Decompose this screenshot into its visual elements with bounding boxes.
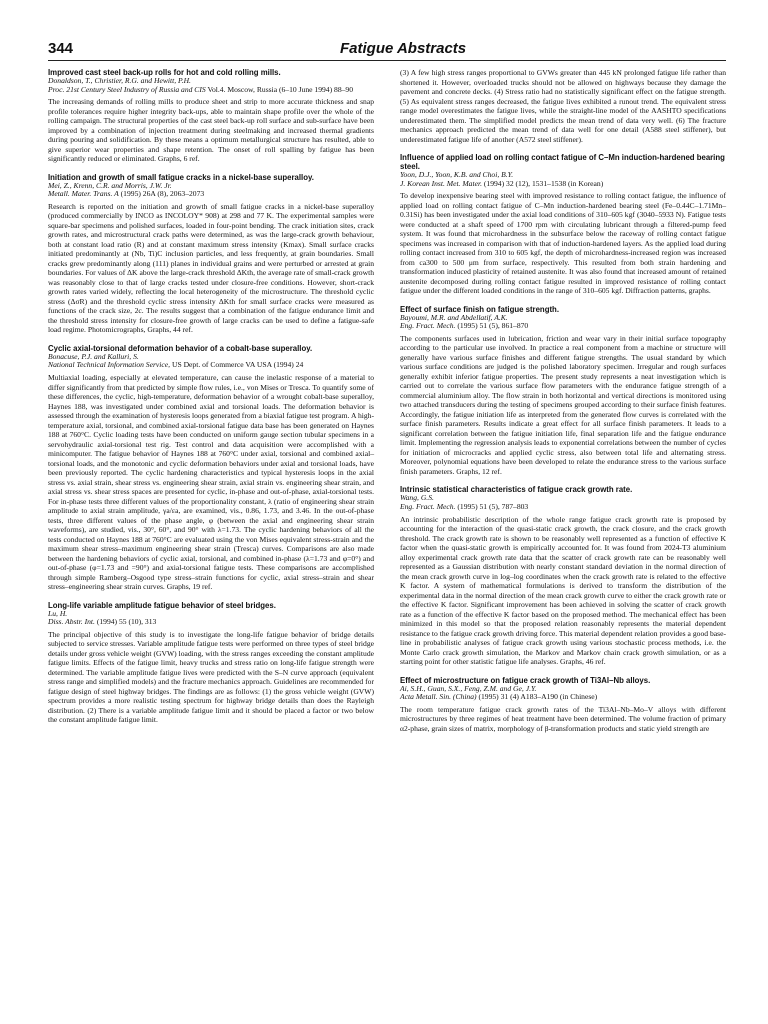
source-details: (1995) 31 (4) A183–A190 (in Chinese) [476,692,598,702]
source-journal: Proc. 21st Century Steel Industry of Russia and CIS [48,84,206,94]
header-rule [48,60,726,61]
abstract-title: Intrinsic statistical characteristics of fatigue crack growth rate. [400,485,633,495]
source-details: (1994) 55 (10), 313 [94,617,157,627]
source-details: (1994) 32 (12), 1531–1538 (in Korean) [481,178,604,188]
abstract-source [400,322,726,331]
abstract-title: Influence of applied load on rolling contact fatigue of C–Mn induction-hardened bearing steel. [400,153,725,171]
source-journal: Eng. Fract. Mech. [400,321,456,331]
abstract-body: Research is reported on the initiation and growth of small fatigue cracks in a nickel-base superalloy (produced commercially by INCO as INCOLOY* 908) at 298 and 77 K. The experimental samples were square-bar specimens and polished surfaces, loaded in four-point bending. The crack initiation sites, crack growth rates, and microstructural crack paths were determined, as was the large-crack growth behaviour, both at constant load ratio (R) and at constant maximum stress intensity (Kmax). Small surface cracks initiated predominantly at (Nb, Ti)C inclusion particles, and less frequently, at grain boundaries. Small cracks grew predominantly along (111) planes in individual grains and were perturbed or arrested at grain boundaries. For values of ΔK above the large-crack threshold ΔKth, the average rate of small-crack growth was reasonably close to that of large cracks tested under closure-free conditions. However, short-crack growth rates varied widely, reflecting the local heterogeneity of the microstructure. The threshold cyclic stress (ΔσR) and the threshold cyclic stress intensity ΔKth for small surface cracks were measured as functions of the crack size, 2c. The results suggest that a combination of the fatigue endurance limit and the threshold stress intensity for closure-free growth of large cracks can be used to define a fatigue-safe load regime. Photomicrographs, Graphs, 44 ref. [48,201,374,335]
abstract-authors: Bayoumi, M.R. and Abdellatif, A.K. [400,312,508,322]
abstract-source [48,361,374,370]
abstract [400,305,726,477]
running-title: Fatigue Abstracts [340,40,467,57]
source-journal: Metall. Mater. Trans. A [48,189,119,199]
abstract-source [400,693,726,702]
source-journal: Diss. Abstr. Int. [48,617,95,627]
abstract [48,601,374,725]
abstract-title: Initiation and growth of small fatigue cracks in a nickel-base superalloy. [48,172,314,182]
abstract-source [48,190,374,199]
abstract-source [400,503,726,512]
source-details: US Dept. of Commerce VA USA (1994) 24 [170,360,304,370]
abstract-body: The room temperature fatigue crack growth rates of the Ti3Al–Nb–Mo–V alloys with different microstructures by three regimes of heat treatment have been determined. The volume fraction of primary α2-phase, grain sizes of matrix, morphology of β-transformation products and static yield strength are [400,704,726,733]
abstract-body: Multiaxial loading, especially at elevated temperature, can cause the inelastic response of a material to differ significantly from that predicted by simple flow rules, i.e., von Mises or Tresca. To quantify some of these differences, the cyclic, high-temperature, deformation behavior of a wrought cobalt-base superalloy, Haynes 188, was investigated under combined axial and torsional loads. The deformation behavior is assessed through the examination of hysteresis loops generated from a biaxial fatigue test program. A high-temperature axial, torsional, and combined axial-torsional fatigue data base has been generated on Haynes 188 at 760°C. Cyclic loading tests have been conducted on uniform gauge section tubular specimens in a servohydraulic axial-torsional test rig. Test control and data acquisition were accomplished with a minicomputer. The fatigue behavior of Haynes 188 at 760°C under axial, torsional and combined axial–torsional loads, and the monotonic and cyclic deformation behaviors under axial and torsional loads, have been previously reported. The cyclic hardening characteristics and typical hysteresis loops in the axial stress vs. axial strain, shear stress vs. engineering shear strain, axial strain vs. engineering shear strain, and axial stress vs. shear stress spaces are presented for cyclic, in-phase and out-of-phase, axial-torsional tests. For in-phase tests three different values of the proportionality constant, λ (ratio of engineering shear strain amplitude to axial strain amplitude, γa/εa, are examined, vis., 0.86, 1.73, and 3.46. In the out-of-phase tests, three different values of the phase angle, φ (between the axial and engineering shear strain waveforms), are studied, vis., 30°, 60°, and 90° with λ=1.73. The cyclic hardening behaviors of all the tests conducted on Haynes 188 at 760°C are evaluated using the von Mises equivalent stress-strain and the maximum shear stress–maximum engineering shear strain (Tresca) curves. Comparisons are also made between the hardening behaviors of cyclic axial, torsional, and combined in-phase (λ=1.73 and φ=0°) and out-of-phase (φ=1.73 and =90°) and axial-torsional fatigue tests. These comparisons are accomplished through simple Ramberg–Osgood type stress–strain functions for cyclic, axial stress–strain and shear stress–engineering shear strain curves. Graphs, 19 ref. [48,373,374,592]
abstract-source [48,618,374,627]
page-number: 344 [48,40,74,57]
abstract-body: (3) A few high stress ranges proportional to GVWs greater than 445 kN prolonged fatigue life rather than shortened it. However, overloaded trucks should not be allowed on highways because they damage the pavement and concrete decks. (4) Stress ratio had no statistically significant effect on the fatigue strength. (5) As equivalent stress ranges decreased, the fatigue lives exhibited a runout trend. The equivalent stress range model overestimates the fatigue lives, while the straight-line model of the AASHTO specifications underestimated them. The simplified model predicts the mean trend of data very well. (6) The fracture mechanics approach predicted the mean trend of data well for one detail (A588 steel stiffener), but underestimated fatigue life of another (A572 steel stiffener). [400,68,726,144]
abstract-title: Cyclic axial-torsional deformation behavior of a cobalt-base superalloy. [48,343,313,353]
abstract-title: Effect of microstructure on fatigue crack growth of Ti3Al–Nb alloys. [400,675,651,685]
abstract-authors: Wang, G.S. [400,493,434,503]
abstract-authors: Yoon, D.J., Yoon, K.B. and Choi, B.Y. [400,170,514,179]
abstract [400,676,726,734]
source-journal: Eng. Fract. Mech. [400,501,456,511]
abstract-authors: Mei, Z., Krenn, C.R. and Morris, J.W. Jr. [48,180,172,190]
source-journal: Acta Metall. Sin. (China) [400,692,477,702]
abstract [48,68,374,164]
left-column [48,68,374,734]
source-details: Vol.4. Moscow, Russia (6–10 June 1994) 88–90 [205,84,354,94]
right-column [400,68,726,742]
abstract [48,173,374,335]
abstract-title: Effect of surface finish on fatigue strength. [400,304,559,314]
source-journal: National Technical Information Service, [48,360,171,370]
abstract-body: To develop inexpensive bearing steel with improved resistance to rolling contact fatigue, the influence of applied load on rolling contact fatigue of C–Mn induction-hardened bearing steel (Fe–0.44C–1.71Mn–0.31Si) has been investigated under the axial load conditions of 310–605 kgf (3040–5933 N). Fatigue tests were conducted at a shaft speed of 1700 rpm with circulating lubricant through a filtered-pump feed system. It was found that microhardness in the subsurface below the raceway of rolling contact fatigue specimens was increased in comparison with that of induction-hardened layers. As the applied load during rolling contact increased from 310 to 605 kgf, the depth of microhardness-increased region was increased from ca300 to 500 μm from surface, respectively. This resulted from both strain hardening and transformation induced plasticity of retained austenite. It was also found that increased amount of retained austenite decomposed during rolling contact fatigue resulted in improved resistance of rolling contact fatigue under the different loaded conditions in the range of 310–605 kgf. Diffraction patterns, graphs. [400,191,726,296]
abstract [48,344,374,592]
abstract-continued [400,68,726,144]
source-details: (1995) 51 (5), 787–803 [455,501,529,511]
abstract-title: Improved cast steel back-up rolls for hot and cold rolling mills. [48,68,281,77]
abstract-authors: Ai, S.H., Guan, S.X., Feng, Z.M. and Ge, J.Y. [400,683,537,693]
abstract-authors: Donaldson, T., Christier, R.G. and Hewitt, P.H. [48,76,191,85]
abstract-body: The increasing demands of rolling mills to produce sheet and strip to more accurate thickness and snap profile tolerances require higher integrity back-ups, able to maintain shape profile over the whole of the rolling campaign. The structural properties of the cast steel back-up roll surface and sub-surface have been improved by a combination of injection treatment during steelmaking and increased thermal gradients during pouring and solidification. By these means a optimum metallurgical structure has resulted, able to give superior wear properties and shape retention. The onset of roll spalling by fatigue has been significantly reduced or eliminated. Graphs, 6 ref. [48,97,374,164]
source-details: (1995) 26A (8), 2063–2073 [118,189,205,199]
source-details: (1995) 51 (5), 861–870 [455,321,529,331]
abstract-body: The principal objective of this study is to investigate the long-life fatigue behavior of bridge details subjected to service stresses. Variable amplitude fatigue tests were performed on three types of steel bridge details under gross vehicle weight (GVW) loading, with the stress ranges exceeding the constant amplitude fatigue limits. Effects of the fatigue limit, heavy trucks and stress ratio on long-life fatigue strength were determined. The variable amplitude fatigue lives were predicted with the S–N curve approach (equivalent stress range and simplified models) and the fracture mechanics approach. Guidelines are recommended for fatigue design of steel highway bridges. The findings are as follows: (1) the gross vehicle weight (GVW) spectrum provides a more realistic testing spectrum for highway bridge details than does the Rayleigh distribution. (2) There is a variable amplitude fatigue limit and it should be placed a factor or two below the constant amplitude fatigue limit. [48,629,374,725]
abstract-body: The components surfaces used in lubrication, friction and wear vary in their initial surface topography according to the particular use involved. In practice a real component from a machine or structure will generally have various surface finishes and different fatigue strengths. The usual standard by which various surface conditions are judged is the polished laboratory specimen. Irregular and rough surfaces generally exhibit inferior fatigue properties. The present study represents a neat investigation which is carried out to correlate the various surface flow parameters with the endurance fatigue strength of a commercial aluminium alloy. The flow strain in both horizontal and vertical directions is monitored using two attached transducers during the testing of specimens grouped according to their surface finish features. Accordingly, the fatigue initiation life as interpreted from the generated flow curves is correlated with the surface finish parameters. Results indicate a great effect for all surface finish parameters. It leads to a significant correlation between the fatigue initiation life, final separation life and the fatigue endurance limit. Implementing the regression analysis leads to exponential correlations between the number of cycles for initiation of microcracks and applied cyclic stress, also between total life and alternating stress. Moreover, polynomial equations have been developed to relate the endurance stress to the various surface finish parameters. Graphs, 12 ref. [400,333,726,476]
abstract-authors: Bonacuse, P.J. and Kalluri, S. [48,351,139,361]
abstract-body: An intrinsic probabilistic description of the whole range fatigue crack growth rate is proposed by accounting for the interaction of the quasi-static crack growth, the crack closure, and the crack growth threshold. The crack growth rate is shown to be reasonably well represented as a function of effective K factor when the quasi-static growth is empirically accounted for. It was found from 2024-T3 aluminium alloy experimental crack growth rate data that the scatter of crack growth rate can be reasonably well represented as a Gaussian distribution with nearly constant standard deviation in the normal direction of the mean crack growth curve in log–log coordinates when the crack growth rate is related to the effective K factor. A system of mathematical formulations is derived to transform the distribution of the experimental data in the normal direction of the mean crack growth curve to either the crack growth rate or the effective K factor. Significant improvement has been achieved in solving the scatter of crack growth rate as a function of the effective K factor based on the proposed method. The mechanical effect has been minimized in this model so that the proposed relation reasonably represents the material dependent resistance to the fatigue crack growth driving force. This material dependent relation provides a good base-line in probabilistic analyses of fatigue crack growth using various stochastic process methods, i.e. the Monte Carlo crack growth simulation, the Markov and Markov chain crack growth simulation, or as a starting point for other statistic fatigue life analyses. Graphs, 46 ref. [400,514,726,667]
abstract-authors: Lu, H. [48,608,68,618]
abstract-source [400,180,726,189]
source-journal: J. Korean Inst. Met. Mater. [400,178,482,188]
abstract [400,485,726,666]
abstract [400,153,726,296]
abstract-source [48,86,374,95]
abstract-title: Long-life variable amplitude fatigue behavior of steel bridges. [48,600,276,610]
